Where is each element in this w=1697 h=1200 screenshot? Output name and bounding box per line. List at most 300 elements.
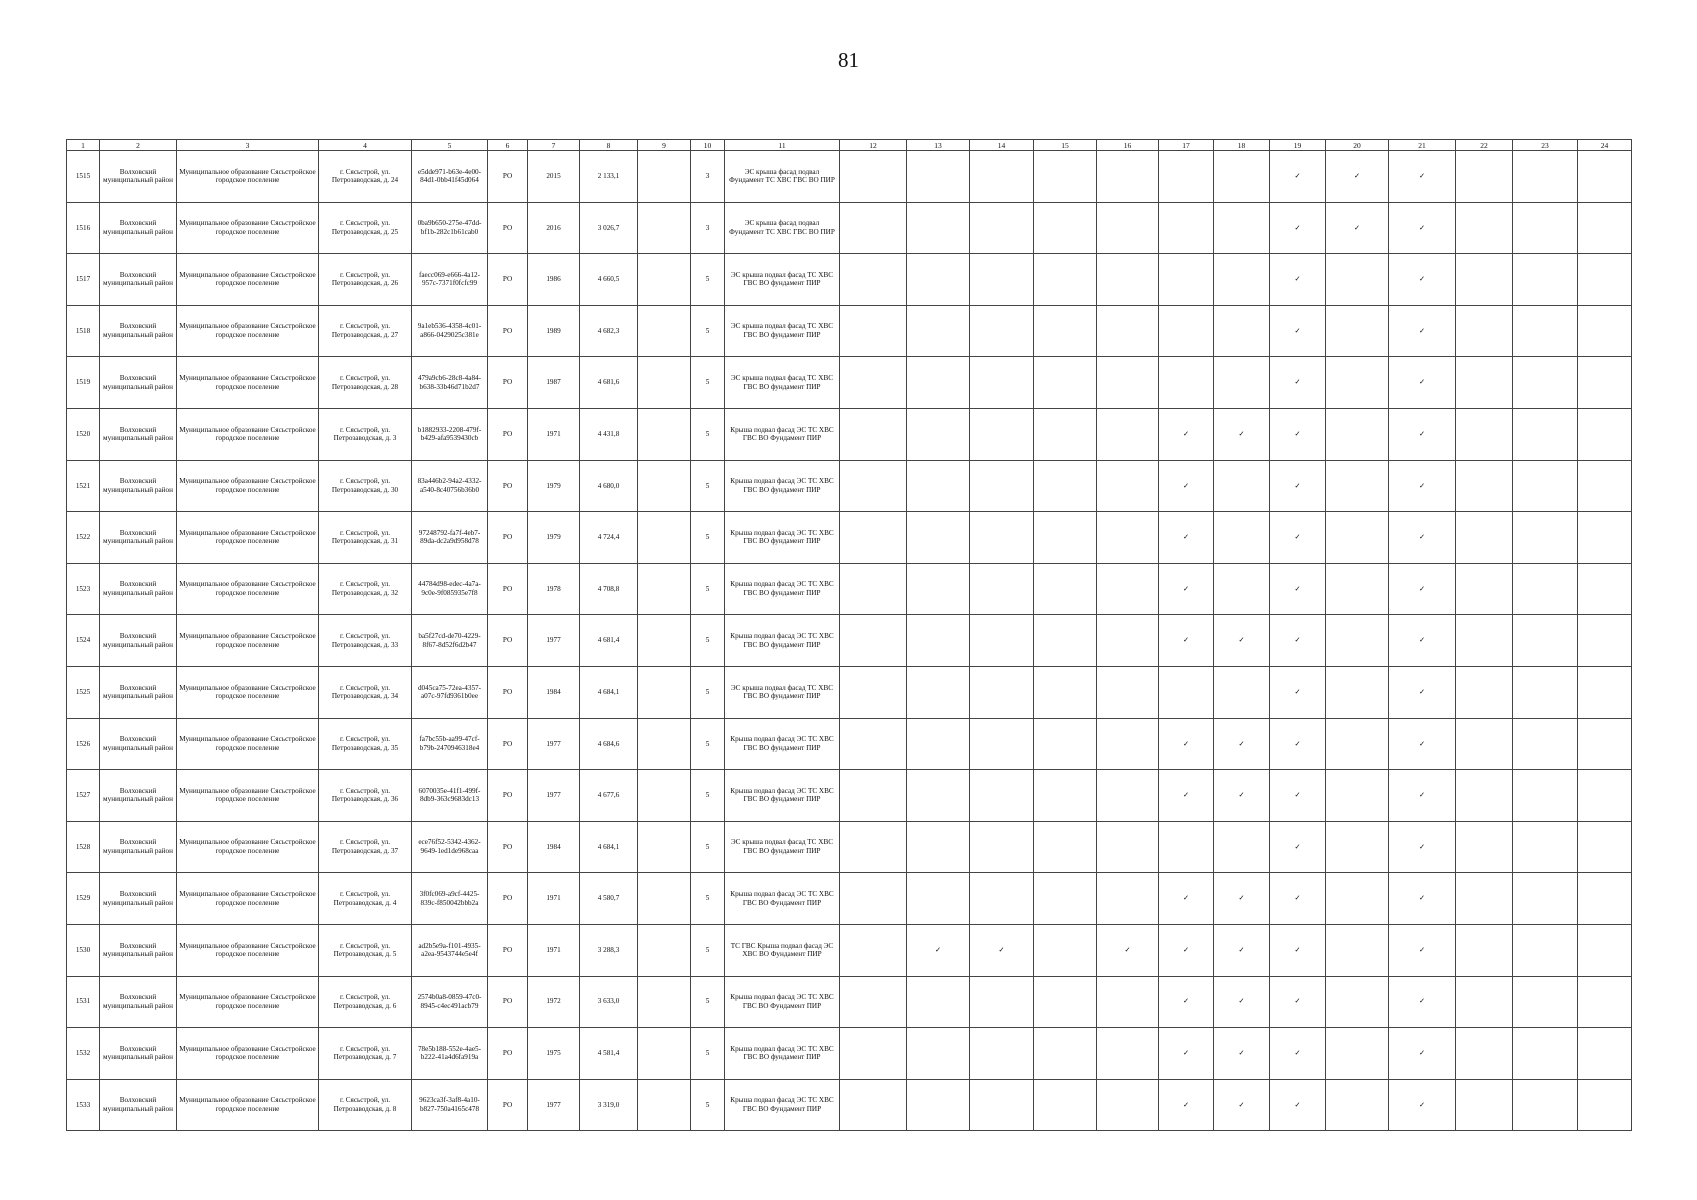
municipality-cell: Муниципальное образование Сясьстройское городское поселение [177, 615, 319, 667]
column-header-21: 21 [1389, 140, 1456, 151]
empty-cell [1034, 1079, 1097, 1131]
empty-cell [1034, 357, 1097, 409]
house-guid-cell: b1882933-2208-479f-b429-afa9539430cb [412, 408, 488, 460]
table-row [67, 976, 1632, 1028]
works-list-cell: Крыша подвал фасад ЭС ТС ХВС ГВС ВО фундамент ПИР [725, 1028, 840, 1080]
area-cell: 4 677,6 [580, 770, 638, 822]
table-body [67, 151, 1632, 1131]
empty-cell [840, 666, 907, 718]
column-9-cell [638, 1079, 691, 1131]
year-cell: 1972 [528, 976, 580, 1028]
empty-cell [970, 460, 1034, 512]
empty-cell [1578, 976, 1632, 1028]
empty-cell [1097, 305, 1159, 357]
municipality-cell: Муниципальное образование Сясьстройское городское поселение [177, 357, 319, 409]
year-cell: 2015 [528, 151, 580, 203]
house-guid-cell: ba5f27cd-de70-4229-8f67-8d52f6d2b47 [412, 615, 488, 667]
empty-cell [1097, 666, 1159, 718]
area-cell: 2 133,1 [580, 151, 638, 203]
empty-cell [840, 305, 907, 357]
checkmark-icon: ✓ [1214, 924, 1270, 976]
municipality-cell: Муниципальное образование Сясьстройское городское поселение [177, 563, 319, 615]
empty-cell [1456, 460, 1513, 512]
checkmark-icon: ✓ [1389, 305, 1456, 357]
empty-cell [1513, 615, 1578, 667]
empty-cell [1214, 563, 1270, 615]
ownership-form-cell: РО [488, 151, 528, 203]
checkmark-icon: ✓ [907, 924, 970, 976]
column-9-cell [638, 357, 691, 409]
district-cell: Волховский муниципальный район [100, 1079, 177, 1131]
table-row [67, 615, 1632, 667]
empty-cell [1456, 202, 1513, 254]
empty-cell [1456, 770, 1513, 822]
empty-cell [840, 512, 907, 564]
empty-cell [1513, 1079, 1578, 1131]
empty-cell [1034, 666, 1097, 718]
table-row [67, 666, 1632, 718]
empty-cell [1326, 718, 1389, 770]
empty-cell [1578, 151, 1632, 203]
checkmark-icon: ✓ [1389, 1028, 1456, 1080]
empty-cell [1456, 1028, 1513, 1080]
checkmark-icon: ✓ [1389, 924, 1456, 976]
empty-cell [1097, 254, 1159, 306]
empty-cell [1578, 770, 1632, 822]
empty-cell [1097, 151, 1159, 203]
district-cell: Волховский муниципальный район [100, 357, 177, 409]
ownership-form-cell: РО [488, 615, 528, 667]
empty-cell [840, 615, 907, 667]
floors-cell: 5 [691, 770, 725, 822]
checkmark-icon: ✓ [1214, 408, 1270, 460]
address-cell: г. Сясьстрой, ул. Петрозаводская, д. 3 [319, 408, 412, 460]
checkmark-icon: ✓ [1326, 151, 1389, 203]
checkmark-icon: ✓ [1270, 615, 1326, 667]
district-cell: Волховский муниципальный район [100, 666, 177, 718]
column-9-cell [638, 873, 691, 925]
table-row [67, 821, 1632, 873]
table-row [67, 718, 1632, 770]
ownership-form-cell: РО [488, 460, 528, 512]
empty-cell [1034, 821, 1097, 873]
column-9-cell [638, 924, 691, 976]
empty-cell [1513, 408, 1578, 460]
empty-cell [1456, 408, 1513, 460]
works-list-cell: Крыша подвал фасад ЭС ТС ХВС ГВС ВО Фундамент ПИР [725, 976, 840, 1028]
municipality-cell: Муниципальное образование Сясьстройское городское поселение [177, 408, 319, 460]
column-9-cell [638, 821, 691, 873]
row-number-cell: 1532 [67, 1028, 100, 1080]
empty-cell [1326, 305, 1389, 357]
column-header-5: 5 [412, 140, 488, 151]
house-guid-cell: faecc069-e666-4a12-957c-7371f0fcfc99 [412, 254, 488, 306]
column-header-18: 18 [1214, 140, 1270, 151]
empty-cell [970, 151, 1034, 203]
address-cell: г. Сясьстрой, ул. Петрозаводская, д. 31 [319, 512, 412, 564]
table-row [67, 254, 1632, 306]
checkmark-icon: ✓ [1389, 151, 1456, 203]
area-cell: 4 660,5 [580, 254, 638, 306]
address-cell: г. Сясьстрой, ул. Петрозаводская, д. 25 [319, 202, 412, 254]
empty-cell [970, 202, 1034, 254]
table-row [67, 770, 1632, 822]
row-number-cell: 1519 [67, 357, 100, 409]
empty-cell [840, 563, 907, 615]
area-cell: 4 680,0 [580, 460, 638, 512]
empty-cell [1034, 151, 1097, 203]
checkmark-icon: ✓ [1270, 1028, 1326, 1080]
floors-cell: 5 [691, 873, 725, 925]
year-cell: 1975 [528, 1028, 580, 1080]
floors-cell: 5 [691, 615, 725, 667]
house-guid-cell: 0ba9b650-275e-47dd-bf1b-282c1b61cab0 [412, 202, 488, 254]
year-cell: 1971 [528, 873, 580, 925]
empty-cell [907, 408, 970, 460]
empty-cell [1578, 873, 1632, 925]
municipality-cell: Муниципальное образование Сясьстройское городское поселение [177, 1079, 319, 1131]
empty-cell [1513, 512, 1578, 564]
empty-cell [1456, 924, 1513, 976]
empty-cell [1456, 563, 1513, 615]
table-row [67, 563, 1632, 615]
area-cell: 4 581,4 [580, 1028, 638, 1080]
empty-cell [970, 563, 1034, 615]
empty-cell [1159, 666, 1214, 718]
empty-cell [1326, 976, 1389, 1028]
house-guid-cell: 479a9cb6-28c8-4a84-b638-33b46d71b2d7 [412, 357, 488, 409]
row-number-cell: 1526 [67, 718, 100, 770]
empty-cell [840, 718, 907, 770]
area-cell: 4 681,6 [580, 357, 638, 409]
works-list-cell: ЭС крыша подвал фасад ТС ХВС ГВС ВО фундамент ПИР [725, 357, 840, 409]
empty-cell [907, 563, 970, 615]
floors-cell: 5 [691, 357, 725, 409]
district-cell: Волховский муниципальный район [100, 821, 177, 873]
address-cell: г. Сясьстрой, ул. Петрозаводская, д. 28 [319, 357, 412, 409]
checkmark-icon: ✓ [970, 924, 1034, 976]
checkmark-icon: ✓ [1389, 615, 1456, 667]
empty-cell [1513, 770, 1578, 822]
empty-cell [907, 357, 970, 409]
checkmark-icon: ✓ [1214, 976, 1270, 1028]
checkmark-icon: ✓ [1389, 254, 1456, 306]
empty-cell [840, 924, 907, 976]
empty-cell [1578, 202, 1632, 254]
works-list-cell: ЭС крыша фасад подвал Фундамент ТС ХВС ГВС ВО ПИР [725, 151, 840, 203]
row-number-cell: 1527 [67, 770, 100, 822]
works-list-cell: ЭС крыша подвал фасад ТС ХВС ГВС ВО фундамент ПИР [725, 305, 840, 357]
year-cell: 1984 [528, 821, 580, 873]
empty-cell [970, 408, 1034, 460]
checkmark-icon: ✓ [1214, 770, 1270, 822]
table-row [67, 408, 1632, 460]
row-number-cell: 1517 [67, 254, 100, 306]
floors-cell: 5 [691, 821, 725, 873]
empty-cell [840, 151, 907, 203]
checkmark-icon: ✓ [1214, 615, 1270, 667]
row-number-cell: 1518 [67, 305, 100, 357]
empty-cell [1513, 460, 1578, 512]
floors-cell: 5 [691, 1028, 725, 1080]
empty-cell [1034, 1028, 1097, 1080]
empty-cell [970, 615, 1034, 667]
empty-cell [1456, 151, 1513, 203]
ownership-form-cell: РО [488, 770, 528, 822]
empty-cell [1097, 976, 1159, 1028]
house-guid-cell: 9a1eb536-4358-4c01-a866-0429025c381e [412, 305, 488, 357]
checkmark-icon: ✓ [1270, 408, 1326, 460]
empty-cell [1214, 151, 1270, 203]
empty-cell [1326, 1079, 1389, 1131]
table-row [67, 512, 1632, 564]
column-9-cell [638, 563, 691, 615]
empty-cell [1159, 254, 1214, 306]
empty-cell [1513, 151, 1578, 203]
empty-cell [1097, 357, 1159, 409]
floors-cell: 5 [691, 924, 725, 976]
checkmark-icon: ✓ [1389, 202, 1456, 254]
works-list-cell: ЭС крыша подвал фасад ТС ХВС ГВС ВО фундамент ПИР [725, 254, 840, 306]
empty-cell [840, 1028, 907, 1080]
empty-cell [907, 666, 970, 718]
column-header-19: 19 [1270, 140, 1326, 151]
empty-cell [1034, 924, 1097, 976]
works-list-cell: Крыша подвал фасад ЭС ТС ХВС ГВС ВО фундамент ПИР [725, 718, 840, 770]
empty-cell [1326, 408, 1389, 460]
year-cell: 1979 [528, 460, 580, 512]
district-cell: Волховский муниципальный район [100, 1028, 177, 1080]
checkmark-icon: ✓ [1389, 460, 1456, 512]
checkmark-icon: ✓ [1159, 615, 1214, 667]
empty-cell [1456, 718, 1513, 770]
works-list-cell: Крыша подвал фасад ЭС ТС ХВС ГВС ВО фундамент ПИР [725, 770, 840, 822]
column-header-3: 3 [177, 140, 319, 151]
checkmark-icon: ✓ [1159, 718, 1214, 770]
table-row [67, 1079, 1632, 1131]
empty-cell [1456, 357, 1513, 409]
empty-cell [1578, 1079, 1632, 1131]
empty-cell [1513, 305, 1578, 357]
checkmark-icon: ✓ [1389, 1079, 1456, 1131]
municipality-cell: Муниципальное образование Сясьстройское городское поселение [177, 202, 319, 254]
empty-cell [1034, 718, 1097, 770]
floors-cell: 5 [691, 460, 725, 512]
column-9-cell [638, 460, 691, 512]
row-number-cell: 1522 [67, 512, 100, 564]
empty-cell [840, 460, 907, 512]
checkmark-icon: ✓ [1270, 563, 1326, 615]
table-row [67, 357, 1632, 409]
column-header-24: 24 [1578, 140, 1632, 151]
municipality-cell: Муниципальное образование Сясьстройское городское поселение [177, 512, 319, 564]
column-header-17: 17 [1159, 140, 1214, 151]
empty-cell [1097, 615, 1159, 667]
ownership-form-cell: РО [488, 1028, 528, 1080]
table-row [67, 873, 1632, 925]
column-9-cell [638, 718, 691, 770]
checkmark-icon: ✓ [1270, 976, 1326, 1028]
empty-cell [840, 254, 907, 306]
table-row [67, 460, 1632, 512]
area-cell: 3 633,0 [580, 976, 638, 1028]
empty-cell [970, 770, 1034, 822]
district-cell: Волховский муниципальный район [100, 512, 177, 564]
floors-cell: 5 [691, 1079, 725, 1131]
checkmark-icon: ✓ [1159, 408, 1214, 460]
column-9-cell [638, 976, 691, 1028]
floors-cell: 5 [691, 976, 725, 1028]
checkmark-icon: ✓ [1214, 873, 1270, 925]
address-cell: г. Сясьстрой, ул. Петрозаводская, д. 8 [319, 1079, 412, 1131]
empty-cell [907, 254, 970, 306]
ownership-form-cell: РО [488, 305, 528, 357]
column-header-1: 1 [67, 140, 100, 151]
empty-cell [1097, 873, 1159, 925]
empty-cell [1097, 718, 1159, 770]
row-number-cell: 1524 [67, 615, 100, 667]
empty-cell [1034, 305, 1097, 357]
floors-cell: 3 [691, 151, 725, 203]
column-9-cell [638, 202, 691, 254]
empty-cell [1214, 512, 1270, 564]
address-cell: г. Сясьстрой, ул. Петрозаводская, д. 33 [319, 615, 412, 667]
area-cell: 4 708,8 [580, 563, 638, 615]
column-header-13: 13 [907, 140, 970, 151]
year-cell: 1979 [528, 512, 580, 564]
ownership-form-cell: РО [488, 821, 528, 873]
district-cell: Волховский муниципальный район [100, 718, 177, 770]
works-list-cell: Крыша подвал фасад ЭС ТС ХВС ГВС ВО фундамент ПИР [725, 563, 840, 615]
column-header-10: 10 [691, 140, 725, 151]
house-guid-cell: fa7bc55b-aa99-47cf-b79b-2470946318e4 [412, 718, 488, 770]
empty-cell [1097, 1028, 1159, 1080]
empty-cell [1097, 821, 1159, 873]
area-cell: 4 684,1 [580, 821, 638, 873]
house-guid-cell: 2574b0a8-0859-47c0-8945-c4ec491acb79 [412, 976, 488, 1028]
checkmark-icon: ✓ [1389, 512, 1456, 564]
floors-cell: 5 [691, 254, 725, 306]
column-header-11: 11 [725, 140, 840, 151]
column-header-20: 20 [1326, 140, 1389, 151]
empty-cell [1578, 408, 1632, 460]
floors-cell: 5 [691, 305, 725, 357]
row-number-cell: 1515 [67, 151, 100, 203]
column-header-12: 12 [840, 140, 907, 151]
checkmark-icon: ✓ [1389, 976, 1456, 1028]
empty-cell [907, 821, 970, 873]
column-header-4: 4 [319, 140, 412, 151]
column-header-8: 8 [580, 140, 638, 151]
district-cell: Волховский муниципальный район [100, 615, 177, 667]
municipality-cell: Муниципальное образование Сясьстройское городское поселение [177, 666, 319, 718]
row-number-cell: 1528 [67, 821, 100, 873]
ownership-form-cell: РО [488, 202, 528, 254]
house-guid-cell: 83a446b2-94a2-4332-a540-8c40756b36b0 [412, 460, 488, 512]
checkmark-icon: ✓ [1270, 924, 1326, 976]
floors-cell: 5 [691, 718, 725, 770]
checkmark-icon: ✓ [1159, 1028, 1214, 1080]
empty-cell [1456, 305, 1513, 357]
row-number-cell: 1516 [67, 202, 100, 254]
empty-cell [1513, 976, 1578, 1028]
empty-cell [1326, 254, 1389, 306]
house-guid-cell: 9623ca3f-3af8-4a10-b827-750a4165c478 [412, 1079, 488, 1131]
district-cell: Волховский муниципальный район [100, 770, 177, 822]
checkmark-icon: ✓ [1389, 718, 1456, 770]
checkmark-icon: ✓ [1214, 718, 1270, 770]
empty-cell [1513, 821, 1578, 873]
column-header-23: 23 [1513, 140, 1578, 151]
house-guid-cell: 44784d98-edec-4a7a-9c0e-9f085935e7f8 [412, 563, 488, 615]
address-cell: г. Сясьстрой, ул. Петрозаводская, д. 6 [319, 976, 412, 1028]
municipality-cell: Муниципальное образование Сясьстройское городское поселение [177, 718, 319, 770]
address-cell: г. Сясьстрой, ул. Петрозаводская, д. 5 [319, 924, 412, 976]
area-cell: 4 682,3 [580, 305, 638, 357]
empty-cell [1456, 254, 1513, 306]
empty-cell [907, 512, 970, 564]
checkmark-icon: ✓ [1270, 254, 1326, 306]
checkmark-icon: ✓ [1270, 718, 1326, 770]
empty-cell [907, 976, 970, 1028]
address-cell: г. Сясьстрой, ул. Петрозаводская, д. 32 [319, 563, 412, 615]
empty-cell [907, 460, 970, 512]
empty-cell [1578, 924, 1632, 976]
empty-cell [1326, 460, 1389, 512]
empty-cell [1578, 460, 1632, 512]
checkmark-icon: ✓ [1270, 460, 1326, 512]
works-list-cell: ЭС крыша фасад подвал Фундамент ТС ХВС ГВС ВО ПИР [725, 202, 840, 254]
empty-cell [1513, 1028, 1578, 1080]
works-list-cell: Крыша подвал фасад ЭС ТС ХВС ГВС ВО Фундамент ПИР [725, 1079, 840, 1131]
empty-cell [907, 1028, 970, 1080]
empty-cell [1326, 563, 1389, 615]
address-cell: г. Сясьстрой, ул. Петрозаводская, д. 36 [319, 770, 412, 822]
table-row [67, 151, 1632, 203]
column-header-14: 14 [970, 140, 1034, 151]
empty-cell [1513, 563, 1578, 615]
address-cell: г. Сясьстрой, ул. Петрозаводская, д. 30 [319, 460, 412, 512]
empty-cell [840, 408, 907, 460]
district-cell: Волховский муниципальный район [100, 305, 177, 357]
empty-cell [1097, 408, 1159, 460]
works-list-cell: ТС ГВС Крыша подвал фасад ЭС ХВС ВО Фундамент ПИР [725, 924, 840, 976]
row-number-cell: 1520 [67, 408, 100, 460]
empty-cell [1513, 666, 1578, 718]
works-list-cell: Крыша подвал фасад ЭС ТС ХВС ГВС ВО Фундамент ПИР [725, 873, 840, 925]
empty-cell [1034, 873, 1097, 925]
empty-cell [1578, 615, 1632, 667]
checkmark-icon: ✓ [1159, 924, 1214, 976]
house-guid-cell: 6070035e-41f1-499f-8db9-363c9683dc13 [412, 770, 488, 822]
empty-cell [1097, 1079, 1159, 1131]
row-number-cell: 1525 [67, 666, 100, 718]
empty-cell [1034, 460, 1097, 512]
empty-cell [1326, 1028, 1389, 1080]
works-list-cell: Крыша подвал фасад ЭС ТС ХВС ГВС ВО фундамент ПИР [725, 460, 840, 512]
column-9-cell [638, 1028, 691, 1080]
ownership-form-cell: РО [488, 408, 528, 460]
area-cell: 3 288,3 [580, 924, 638, 976]
municipality-cell: Муниципальное образование Сясьстройское городское поселение [177, 770, 319, 822]
empty-cell [1034, 976, 1097, 1028]
page-number: 81 [838, 48, 859, 72]
empty-cell [1034, 615, 1097, 667]
checkmark-icon: ✓ [1270, 1079, 1326, 1131]
checkmark-icon: ✓ [1270, 305, 1326, 357]
column-header-22: 22 [1456, 140, 1513, 151]
empty-cell [970, 718, 1034, 770]
